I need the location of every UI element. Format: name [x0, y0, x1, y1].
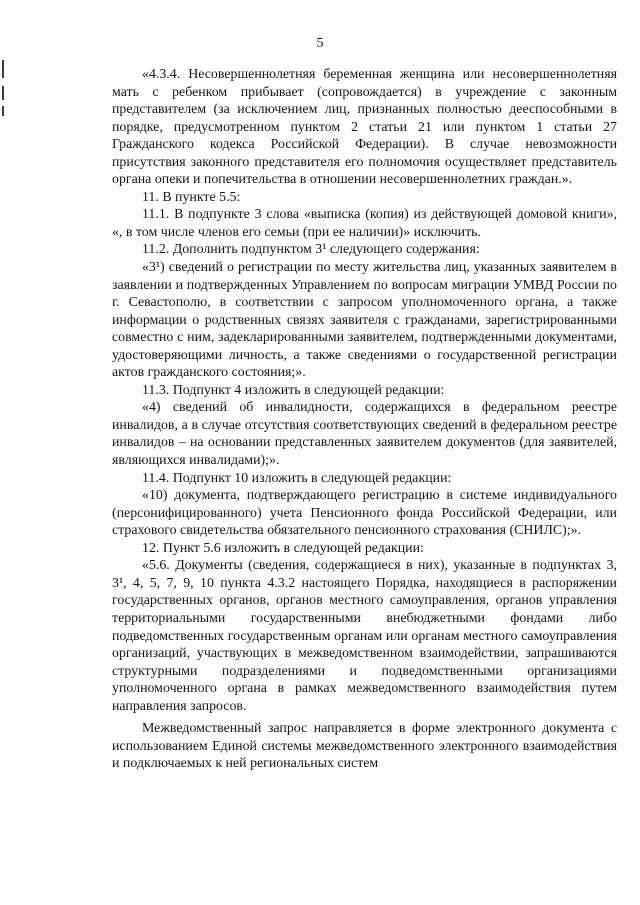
- paragraph-subitem-4: «4) сведений об инвалидности, содержащихся в федеральном реестре инвалидов, а в случае отсутствия соответствующих сведений в федеральном реестре инвалидов – на основании представленных заявителем документов (для заявителей, являющихся инвалидами);».: [112, 400, 617, 469]
- page-number: 5: [316, 36, 324, 51]
- document-body: [112, 66, 617, 773]
- paragraph-item-11-4: 11.4. Подпункт 10 изложить в следующей редакции:: [142, 470, 452, 486]
- paragraph-4-3-4: «4.3.4. Несовершеннолетняя беременная женщина или несовершеннолетняя мать с ребенком прибывает (сопровождается) в учреждение с законным представителем (за исключением лиц, признанных полностью дееспособными в порядке, предусмотренном пунктом 2 статьи 21 или пунктом 1 статьи 27 Гражданского кодекса Российской Федерации). В случае невозможности присутствия законного представителя его полномочия осуществляет представитель органа опеки и попечительства в отношении несовершеннолетних граждан.».: [112, 67, 617, 188]
- paragraph-item-11-3: 11.3. Подпункт 4 изложить в следующей редакции:: [142, 382, 445, 398]
- scan-margin-marks: [2, 60, 6, 120]
- paragraph-subitem-10: «10) документа, подтверждающего регистрацию в системе индивидуального (персонифицированного) учета Пенсионного фонда Российской Федерации, или страхового свидетельства обязательного пенсионного страхования (СНИЛС);».: [112, 488, 617, 539]
- paragraph-interagency-request: Межведомственный запрос направляется в форме электронного документа с использованием Единой системы межведомственного электронного взаимодействия и подключаемых к ней региональных систем: [112, 721, 617, 772]
- paragraph-item-12: 12. Пункт 5.6 изложить в следующей редакции:: [142, 540, 424, 556]
- paragraph-item-11: 11. В пункте 5.5:: [142, 189, 241, 205]
- paragraph-5-6: «5.6. Документы (сведения, содержащиеся в них), указанные в подпунктах 3, 3¹, 4, 5, 7, 9, 10 пункта 4.3.2 настоящего Порядка, находящиеся в распоряжении государственных органов, органов местного самоуправления, органов управления территориальными государственными внебюджетными фондами либо подведомственных государственным органам или органам местного самоуправления организаций, участвующих в межведомственном взаимодействии, запрашиваются структурными подразделениями и подведомственными организациями уполномоченного органа в рамках межведомственного взаимодействия путем направления запросов.: [112, 558, 617, 714]
- paragraph-subitem-3-1: «3¹) сведений о регистрации по месту жительства лиц, указанных заявителем в заявлении и подтвержденных Управлением по вопросам миграции УМВД России по г. Севастополю, в соответствии с запросом уполномоченного органа, а также информации о родственных связях заявителя с гражданами, зарегистрированными совместно с ним, задекларированными заявителем, подтвержденными документами, удостоверяющими личность, а также сведениями о государственной регистрации актов гражданского состояния;».: [112, 260, 617, 381]
- paragraph-item-11-1: 11.1. В подпункте 3 слова «выписка (копия) из действующей домовой книги», «, в том числе членов его семьи (при ее наличии)» исключить.: [112, 207, 617, 240]
- paragraph-item-11-2: 11.2. Дополнить подпунктом 3¹ следующего содержания:: [142, 242, 480, 258]
